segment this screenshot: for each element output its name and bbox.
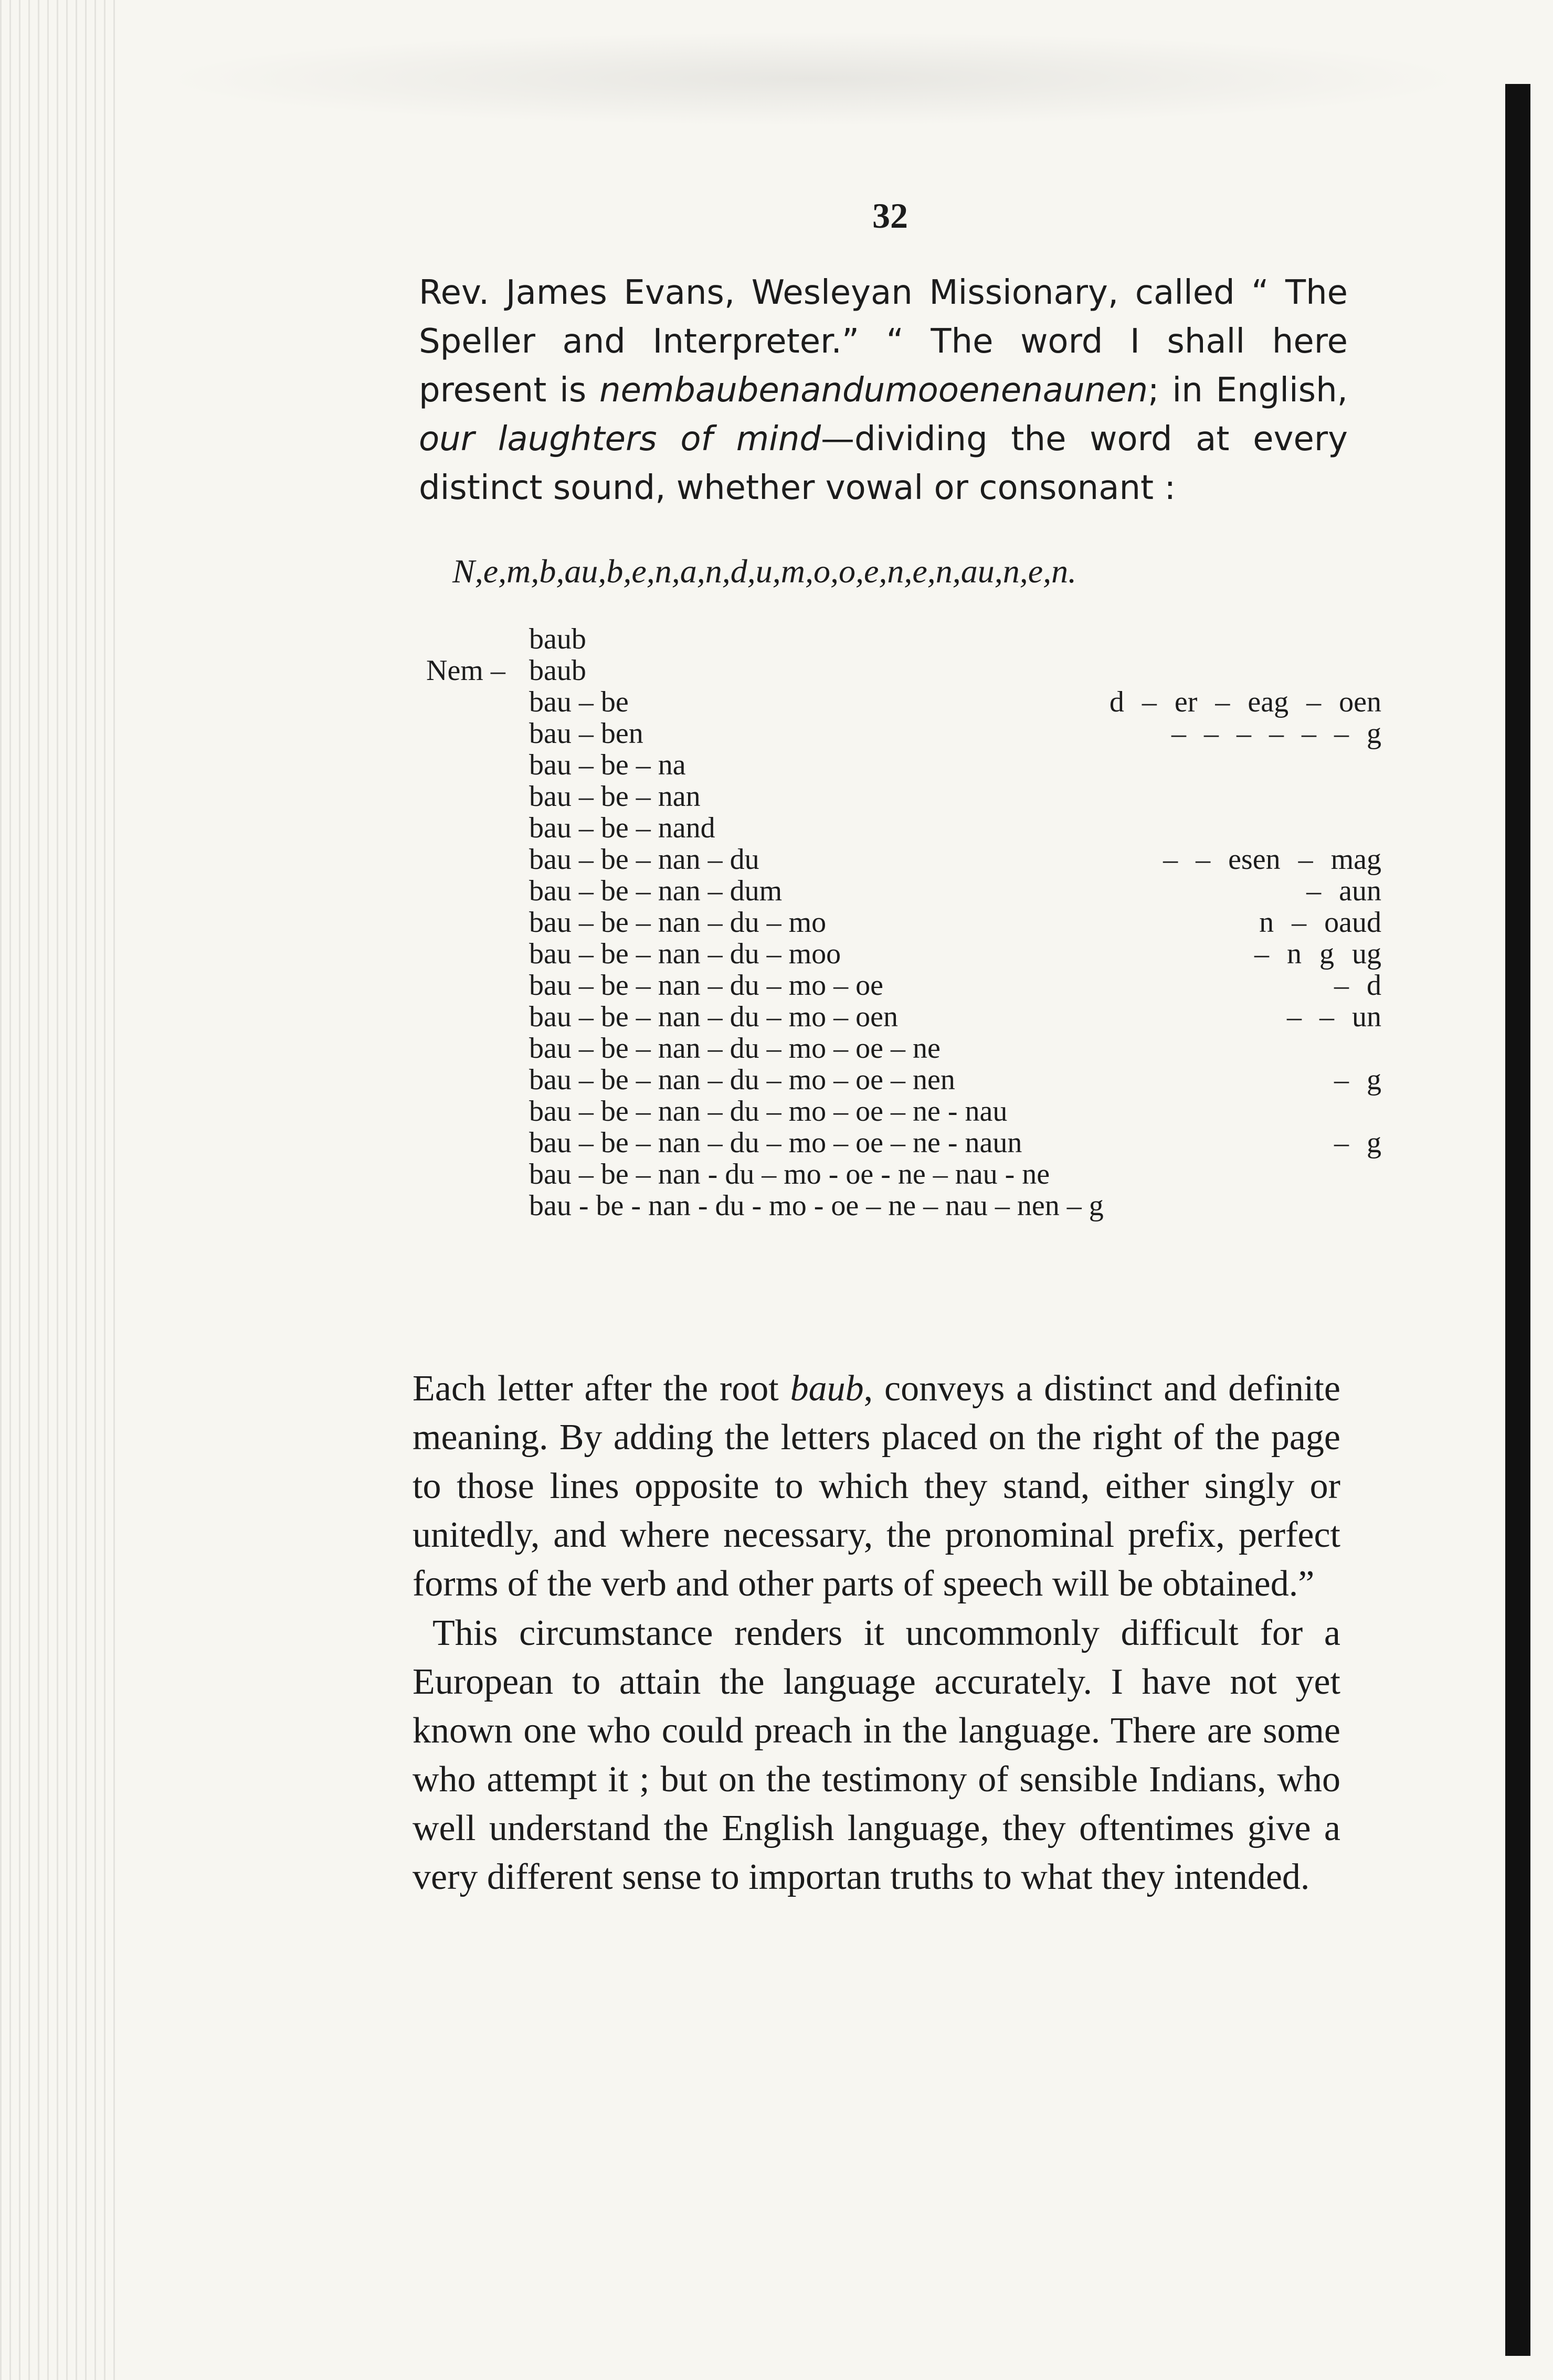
derivation-suffix: – — [1142, 686, 1157, 718]
derivation-row — [426, 937, 1387, 969]
derivation-stem: bau – be – nan – du – mo – oen — [529, 1001, 898, 1033]
derivation-suffixes — [1001, 685, 1387, 719]
derivation-row — [426, 1063, 1387, 1095]
derivation-suffix: – — [1306, 686, 1322, 718]
derivation-stem: bau – be – nan – du – mo – oe – ne - nau — [529, 1095, 1008, 1128]
derivation-stem: bau – be – nan – du – mo – oe – ne - naun — [529, 1127, 1022, 1159]
derivation-row — [426, 1032, 1387, 1063]
derivation-suffix: – — [1196, 843, 1211, 876]
derivation-suffix: – — [1319, 1001, 1334, 1033]
derivation-suffix: – — [1269, 717, 1284, 750]
derivation-stem: bau - be - nan - du - mo - oe – ne – nau – nen – g — [529, 1189, 1104, 1222]
derivation-suffix: esen — [1228, 843, 1281, 876]
derivation-stem: bau – be – nan — [529, 780, 701, 813]
intro-text-before: Rev. James Evans, Wesleyan Missionary, called “ The Speller and Interpreter.” “ The word I shall here present is — [419, 273, 1348, 410]
intro-text-mid: ; in English, — [1148, 371, 1348, 410]
derivation-suffix: – — [1292, 906, 1307, 939]
page-number: 32 — [872, 196, 908, 236]
derivation-suffix: – — [1334, 1064, 1349, 1096]
derivation-suffix: mag — [1330, 843, 1381, 876]
derivation-stem: bau – be – nan – du – moo — [529, 938, 841, 970]
scan-smudge-top — [157, 31, 1470, 126]
derivation-row — [426, 874, 1387, 906]
derivation-suffix: g — [1367, 1127, 1381, 1159]
derivation-row — [426, 780, 1387, 811]
derivation-row — [426, 685, 1387, 717]
derivation-suffixes — [1001, 843, 1387, 876]
derivation-row — [426, 717, 1387, 748]
derivation-suffixes — [1001, 874, 1387, 908]
derivation-suffixes — [1001, 969, 1387, 1002]
para1-root: baub — [790, 1368, 864, 1409]
scan-edge-left — [0, 0, 121, 2380]
binding-shadow — [1505, 84, 1530, 2356]
derivation-suffix: – — [1287, 1001, 1302, 1033]
letter-division-formula: N,e,m,b,au,b,e,n,a,n,d,u,m,o,o,e,n,e,n,au,n,e,n. — [452, 552, 1077, 590]
para1-text-after: , conveys a distinct and definite meaning. By adding the letters placed on the right of the page to those lines opposite to which they stand, either singly or unitedly, and where necessary, the pronominal prefix, perfect forms of the verb and other parts of speech will be obtained.” — [413, 1368, 1340, 1604]
paragraph-each-letter — [413, 1364, 1340, 1608]
paragraph-circumstance: This circumstance renders it uncommonly difficult for a European to attain the language accurately. I have not yet known one who could preach in the language. There are some who attempt it ; but on the testimony of sensible Indians, who well understand the English language, they oftentimes give a very different sense to importan truths to what they intended. — [413, 1613, 1340, 1897]
derivation-stem: bau – be – nan – du – mo – oe – ne — [529, 1032, 941, 1065]
intro-paragraph — [419, 269, 1348, 513]
derivation-suffix: – — [1306, 875, 1322, 907]
derivation-suffixes — [1001, 906, 1387, 939]
derivation-suffix: ug — [1352, 938, 1381, 970]
derivation-suffix: – — [1171, 717, 1186, 750]
derivation-suffix: g — [1319, 938, 1334, 970]
derivation-suffix: d — [1109, 686, 1124, 718]
derivation-suffix: aun — [1339, 875, 1381, 907]
derivation-row — [426, 1126, 1387, 1157]
derivation-stem: bau – be – nan – du – mo – oe — [529, 969, 883, 1002]
derivation-stem: bau – be – nan – dum — [529, 875, 783, 907]
derivation-stem: bau – be – nand — [529, 812, 715, 844]
derivation-prefix: Nem – — [426, 654, 505, 687]
derivation-suffix: – — [1302, 717, 1316, 750]
derivation-suffix: n — [1259, 906, 1274, 939]
derivation-suffix: – — [1334, 1127, 1349, 1159]
intro-word: nembaubenandumooenenaunen — [599, 371, 1148, 410]
derivation-row — [426, 654, 1387, 685]
derivation-suffix: – — [1298, 843, 1313, 876]
derivation-row — [426, 811, 1387, 843]
derivation-suffixes — [1001, 717, 1387, 750]
derivation-suffix: – — [1215, 686, 1230, 718]
para1-text-before: Each letter after the root — [413, 1368, 790, 1409]
derivation-row — [426, 1189, 1387, 1220]
derivation-suffixes — [1001, 1126, 1387, 1160]
derivation-suffix: d — [1367, 969, 1381, 1002]
derivation-suffix: eag — [1248, 686, 1289, 718]
derivation-row — [426, 906, 1387, 937]
derivation-stem: bau – be – nan – du — [529, 843, 759, 876]
derivation-suffixes — [1001, 1063, 1387, 1097]
derivation-suffix: oen — [1339, 686, 1381, 718]
derivation-suffixes — [1001, 937, 1387, 971]
derivation-stem: bau – be — [529, 686, 629, 718]
derivation-suffix: n — [1287, 938, 1302, 970]
derivation-row — [426, 969, 1387, 1000]
derivation-row — [426, 748, 1387, 780]
intro-translation: our laughters of mind — [419, 420, 821, 459]
derivation-suffix: un — [1352, 1001, 1381, 1033]
derivation-suffix: g — [1367, 1064, 1381, 1096]
derivation-stem: baub — [529, 654, 586, 687]
derivation-suffix: er — [1174, 686, 1198, 718]
derivation-row — [426, 1000, 1387, 1032]
derivation-stem: bau – be – nan – du – mo — [529, 906, 827, 939]
derivation-row — [426, 1157, 1387, 1189]
derivation-stem: bau – be – nan – du – mo – oe – nen — [529, 1064, 955, 1096]
derivation-suffixes — [1001, 1000, 1387, 1034]
derivation-suffix: oaud — [1324, 906, 1381, 939]
derivation-row — [426, 622, 1387, 654]
derivation-stem: bau – ben — [529, 717, 643, 750]
derivation-suffix: – — [1254, 938, 1269, 970]
derivation-row — [426, 1095, 1387, 1126]
derivation-suffix: – — [1334, 969, 1349, 1002]
derivation-suffix: – — [1334, 717, 1349, 750]
derivation-stem: bau – be – na — [529, 749, 686, 781]
derivation-row — [426, 843, 1387, 874]
derivation-suffix: – — [1163, 843, 1178, 876]
intro-text-after: —dividing the word at every distinct sound, whether vowal or consonant : — [419, 420, 1348, 507]
derivation-suffix: – — [1237, 717, 1251, 750]
derivation-suffix: – — [1204, 717, 1219, 750]
derivation-stem: bau – be – nan - du – mo - oe - ne – nau - ne — [529, 1158, 1050, 1191]
derivation-stem: baub — [529, 623, 586, 655]
word-derivation-table — [426, 622, 1387, 1220]
derivation-suffix: g — [1367, 717, 1381, 750]
